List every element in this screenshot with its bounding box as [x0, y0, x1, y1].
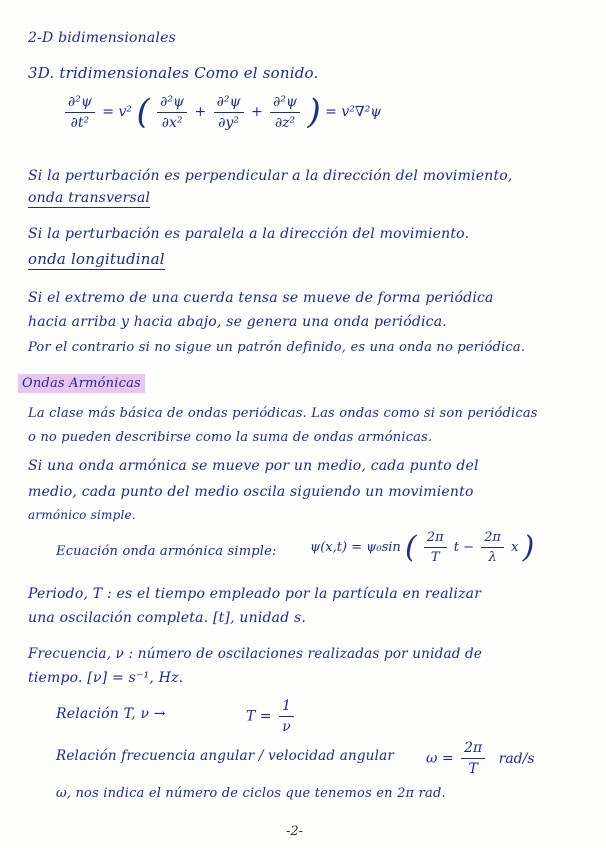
- harmonic-eq-label: Ecuación onda armónica simple:: [56, 544, 277, 559]
- longitudinal-term: onda longitudinal: [28, 250, 165, 268]
- plus-sign: +: [250, 104, 263, 120]
- close-paren: ): [307, 92, 321, 132]
- frequency-line-1: Frecuencia, ν : número de oscilaciones realizadas por unidad de: [28, 646, 483, 662]
- term3-fraction: $\frac{\text{∂²ψ}}{\text{∂z²}}$: [270, 94, 300, 131]
- harmonic-line-4: medio, cada punto del medio oscila siguiendo un movimiento: [28, 484, 474, 500]
- periodic-line-3: Por el contrario si no sigue un patrón definido, es una onda no periódica.: [28, 340, 526, 355]
- periodic-line-1: Si el extremo de una cuerda tensa se mueve de forma periódica: [28, 290, 494, 306]
- lhs-fraction: $\frac{\text{∂²ψ}}{\text{∂t²}}$: [65, 94, 95, 131]
- harmonic-equation: ψ(x,t) = ψ₀sin ( $\frac{2\pi}{T}$ t − $\frac{2\pi}{\lambda}$ x ): [310, 530, 535, 565]
- rhs: = v²∇²ψ: [325, 104, 382, 120]
- eq-sym: = v²: [102, 104, 132, 120]
- period-line-2: una oscilación completa. [t], unidad s.: [28, 610, 307, 626]
- angular-velocity-equation: ω = $\frac{2\pi}{T}$ rad/s: [426, 740, 535, 777]
- longitudinal-line: Si la perturbación es paralela a la dirección del movimiento.: [28, 226, 470, 242]
- page-number: -2-: [286, 824, 304, 839]
- harmonic-line-2: o no pueden describirse como la suma de ondas armónicas.: [28, 430, 433, 445]
- harmonic-line-3: Si una onda armónica se mueve por un medio, cada punto del: [28, 458, 479, 474]
- harmonic-line-1: La clase más básica de ondas periódicas. Las ondas como si son periódicas: [28, 406, 538, 421]
- periodic-line-2: hacia arriba y hacia abajo, se genera una onda periódica.: [28, 314, 447, 330]
- section-title: Ondas Armónicas: [18, 374, 145, 393]
- open-paren: (: [136, 92, 150, 132]
- line-3d: 3D. tridimensionales Como el sonido.: [28, 64, 319, 82]
- term2-fraction: $\frac{\text{∂²ψ}}{\text{∂y²}}$: [214, 94, 244, 131]
- plus-sign: +: [194, 104, 207, 120]
- transverse-line: Si la perturbación es perpendicular a la dirección del movimiento,: [28, 168, 513, 184]
- harmonic-line-5: armónico simple.: [28, 508, 136, 522]
- wave-equation: [62, 92, 381, 132]
- term1-fraction: $\frac{\text{∂²ψ}}{\text{∂x²}}$: [157, 94, 187, 131]
- period-line-1: Periodo, T : es el tiempo empleado por la partícula en realizar: [28, 586, 482, 602]
- relation-equation: T = $\frac{1}{\nu}$: [246, 698, 297, 735]
- line-2d: 2-D bidimensionales: [28, 30, 176, 46]
- omega-line: ω, nos indica el número de ciclos que tenemos en 2π rad.: [56, 786, 446, 801]
- frequency-line-2: tiempo. [ν] = s⁻¹, Hz.: [28, 670, 184, 686]
- transverse-term: onda transversal: [28, 190, 151, 206]
- angular-velocity-label: Relación frecuencia angular / velocidad angular: [56, 748, 395, 764]
- relation-label: Relación T, ν →: [56, 706, 166, 722]
